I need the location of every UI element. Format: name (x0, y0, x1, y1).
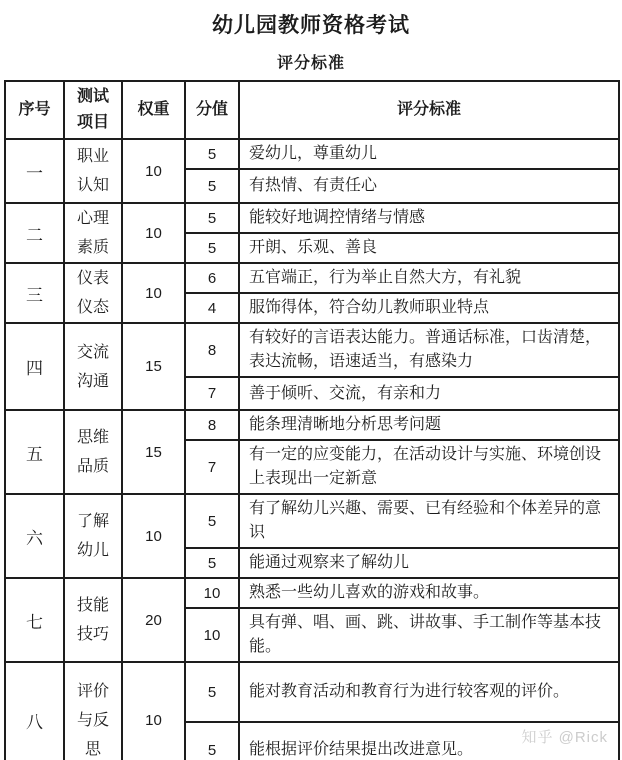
table-row (5, 323, 619, 377)
seq-cell: 四 (5, 323, 64, 410)
seq-cell: 五 (5, 410, 64, 494)
weight-cell: 20 (122, 578, 185, 662)
criteria-cell: 熟悉一些幼儿喜欢的游戏和故事。 (239, 578, 619, 608)
item-cell: 思维品质 (64, 410, 122, 494)
page-subtitle: 评分标准 (276, 55, 345, 72)
table-row (5, 578, 619, 608)
table-row (5, 203, 619, 233)
criteria-cell: 爱幼儿，尊重幼儿 (239, 139, 619, 169)
score-cell: 6 (185, 263, 239, 293)
score-cell: 5 (185, 722, 239, 760)
header-score: 分值 (185, 81, 239, 139)
seq-cell: 八 (5, 662, 64, 760)
criteria-cell: 能对教育活动和教育行为进行较客观的评价。 (239, 662, 619, 722)
item-cell: 了解幼儿 (64, 494, 122, 578)
score-cell: 5 (185, 548, 239, 578)
weight-cell: 15 (122, 410, 185, 494)
weight-cell: 10 (122, 494, 185, 578)
table-row (5, 139, 619, 169)
header-seq: 序号 (5, 81, 64, 139)
criteria-cell: 有了解幼儿兴趣、需要、已有经验和个体差异的意识 (239, 494, 619, 548)
seq-cell: 三 (5, 263, 64, 323)
score-cell: 7 (185, 440, 239, 494)
score-cell: 5 (185, 139, 239, 169)
item-cell: 技能技巧 (64, 578, 122, 662)
criteria-cell: 有一定的应变能力，在活动设计与实施、环境创设上表现出一定新意 (239, 440, 619, 494)
score-cell: 10 (185, 608, 239, 662)
criteria-cell: 能条理清晰地分析思考问题 (239, 410, 619, 440)
score-cell: 7 (185, 377, 239, 410)
item-cell: 评价与反思 (64, 662, 122, 760)
seq-cell: 二 (5, 203, 64, 263)
score-cell: 8 (185, 410, 239, 440)
table-row (5, 410, 619, 440)
criteria-cell: 能通过观察来了解幼儿 (239, 548, 619, 578)
seq-cell: 一 (5, 139, 64, 203)
item-cell: 交流沟通 (64, 323, 122, 410)
score-cell: 8 (185, 323, 239, 377)
score-cell: 5 (185, 233, 239, 263)
criteria-cell: 能较好地调控情绪与情感 (239, 203, 619, 233)
seq-cell: 七 (5, 578, 64, 662)
scoring-table (4, 80, 620, 760)
criteria-cell: 五官端正，行为举止自然大方，有礼貌 (239, 263, 619, 293)
weight-cell: 10 (122, 139, 185, 203)
score-cell: 4 (185, 293, 239, 323)
table-row (5, 662, 619, 722)
score-cell: 5 (185, 494, 239, 548)
criteria-cell: 有较好的言语表达能力。普通话标准，口齿清楚，表达流畅，语速适当，有感染力 (239, 323, 619, 377)
page-title: 幼儿园教师资格考试 (212, 13, 410, 37)
header-criteria: 评分标准 (239, 81, 619, 139)
table-row (5, 263, 619, 293)
header-weight: 权重 (122, 81, 185, 139)
item-cell: 职业认知 (64, 139, 122, 203)
criteria-cell: 具有弹、唱、画、跳、讲故事、手工制作等基本技能。 (239, 608, 619, 662)
table-row (5, 494, 619, 548)
weight-cell: 10 (122, 263, 185, 323)
criteria-cell: 能根据评价结果提出改进意见。 (239, 722, 619, 760)
item-cell: 心理素质 (64, 203, 122, 263)
weight-cell: 15 (122, 323, 185, 410)
weight-cell: 10 (122, 662, 185, 760)
score-cell: 5 (185, 203, 239, 233)
score-cell: 10 (185, 578, 239, 608)
header-item: 测试项目 (64, 81, 122, 139)
criteria-cell: 开朗、乐观、善良 (239, 233, 619, 263)
criteria-cell: 善于倾听、交流，有亲和力 (239, 377, 619, 410)
table-header-row (5, 81, 619, 139)
watermark: 知乎 @Rick (521, 729, 608, 746)
seq-cell: 六 (5, 494, 64, 578)
item-cell: 仪表仪态 (64, 263, 122, 323)
score-cell: 5 (185, 662, 239, 722)
score-cell: 5 (185, 169, 239, 203)
criteria-cell: 有热情、有责任心 (239, 169, 619, 203)
weight-cell: 10 (122, 203, 185, 263)
criteria-cell: 服饰得体，符合幼儿教师职业特点 (239, 293, 619, 323)
